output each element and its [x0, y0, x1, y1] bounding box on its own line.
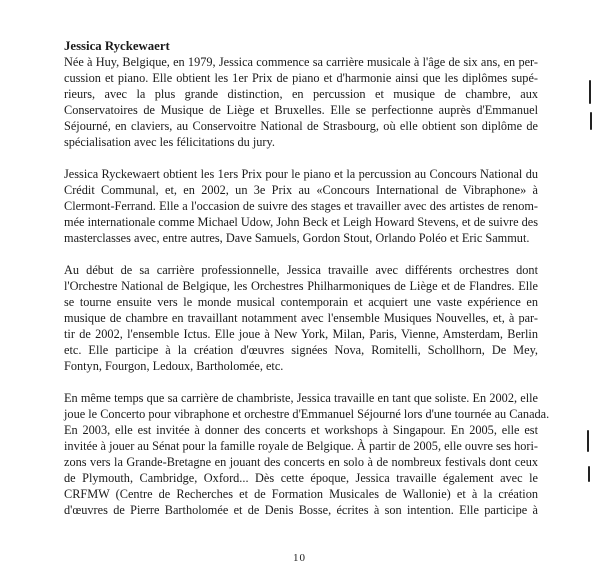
text-line: rieurs, avec la plus grande distinction, en percussion et musique de chambre, aux — [64, 87, 538, 101]
text-line: Séjourné, en claviers, au Conservoitre National de Strasbourg, où elle obtient son diplôme de — [64, 119, 538, 133]
text-line: En 2003, elle est invitée à donner des concerts et workshops à Singapour. En 2005, elle est — [64, 423, 538, 437]
binding-edge-mark — [589, 80, 591, 104]
paragraph-3 — [64, 262, 538, 374]
text-line: joue le Concerto pour vibraphone et orchestre d'Emmanuel Séjourné lors d'une tournée au Canada. — [64, 407, 550, 421]
text-line: En même temps que sa carrière de chambriste, Jessica travaille en tant que soliste. En 2002, elle — [64, 391, 538, 405]
text-line: zons vers la Grande-Bretagne en jouant des concerts en solo à de nombreux festivals dont ceux — [64, 455, 538, 469]
text-line: musique de chambre en travaillant notamment avec l'ensemble Musiques Nouvelles, et, à par- — [64, 311, 538, 325]
page-title: Jessica Ryckewaert — [64, 39, 170, 53]
text-line: d'œuvres de Pierre Bartholomée et de Denis Bosse, écrites à son intention. Elle participe à — [64, 503, 538, 517]
text-line: spécialisation avec les félicitations du jury. — [64, 135, 275, 149]
text-line: Clermont-Ferrand. Elle a l'occasion de suivre des stages et travailler avec des artistes de renom- — [64, 199, 538, 213]
page-number: 10 — [293, 552, 306, 564]
text-line: Conservatoires de Musique de Liège et Bruxelles. Elle se perfectionne auprès d'Emmanuel — [64, 103, 538, 117]
paragraph-4 — [64, 390, 550, 518]
text-line: invitée à jouer au Sénat pour la famille royale de Belgique. À partir de 2005, elle ouvre ses hori- — [64, 439, 538, 453]
text-line: Née à Huy, Belgique, en 1979, Jessica commence sa carrière musicale à l'âge de six ans, en per- — [64, 55, 538, 69]
text-line: mée internationale comme Michael Udow, John Beck et Leigh Howard Stevens, et de suivre des — [64, 215, 538, 229]
paragraph-2 — [64, 166, 538, 246]
text-line: Fontyn, Fourgon, Ledoux, Bartholomée, etc. — [64, 359, 284, 373]
text-line: CRFMW (Centre de Recherches et de Formation Musicales de Wallonie) et à la création — [64, 487, 538, 501]
text-line: de Plymouth, Cambridge, Oxford... Dès cette époque, Jessica travaille également avec le — [64, 471, 538, 485]
text-line: Crédit Communal, et, en 2002, un 3e Prix au «Concours International de Vibraphone» à — [64, 183, 538, 197]
document-body — [64, 38, 550, 534]
text-line: se tourne ensuite vers le monde musical contemporain et acquiert une vaste expérience en — [64, 295, 538, 309]
text-line: cussion et piano. Elle obtient les 1er Prix de piano et d'harmonie ainsi que les diplômes supé- — [64, 71, 538, 85]
text-line: Jessica Ryckewaert obtient les 1ers Prix pour le piano et la percussion au Concours National du — [64, 167, 538, 181]
binding-edge-mark — [587, 430, 589, 452]
text-line: etc. Elle participe à la création d'œuvres signées Nova, Romitelli, Schollhorn, De Mey, — [64, 343, 538, 357]
text-line: tir de 2002, l'ensemble Ictus. Elle joue à New York, Milan, Paris, Vienne, Amsterdam, Berlin — [64, 327, 538, 341]
text-line: masterclasses avec, entre autres, Dave Samuels, Gordon Stout, Orlando Poléo et Eric Sammut. — [64, 231, 530, 245]
binding-edge-mark — [590, 112, 592, 130]
text-line: l'Orchestre National de Belgique, les Orchestres Philharmoniques de Liège et de Flandres. Elle — [64, 279, 538, 293]
text-line: Au début de sa carrière professionnelle, Jessica travaille avec différents orchestres dont — [64, 263, 538, 277]
paragraph-1 — [64, 54, 538, 150]
binding-edge-mark — [588, 466, 590, 482]
